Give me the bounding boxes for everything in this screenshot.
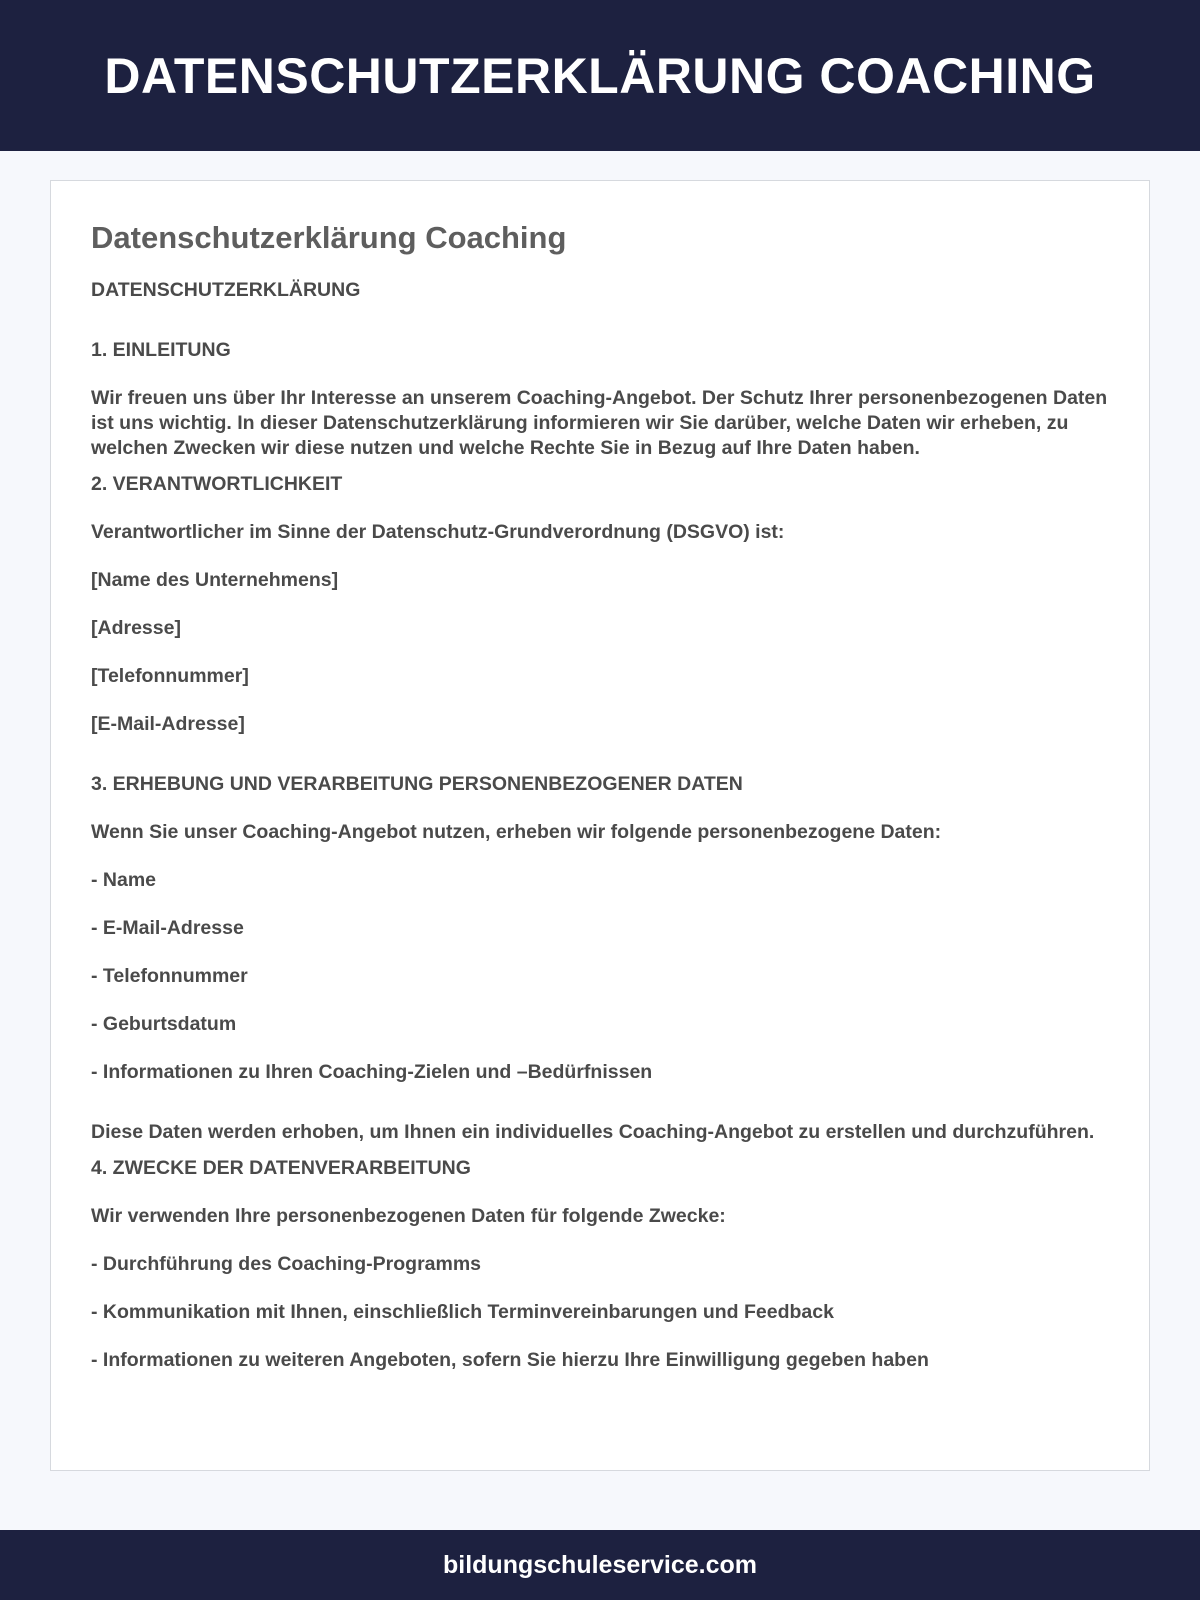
section-paragraph: Wenn Sie unser Coaching-Angebot nutzen, erheben wir folgende personenbezogene Daten: — [91, 821, 942, 844]
section-heading: 1. EINLEITUNG — [91, 339, 231, 362]
list-item: - Geburtsdatum — [91, 1013, 237, 1036]
contact-line: [Adresse] — [91, 617, 181, 640]
page-title: DATENSCHUTZERKLÄRUNG COACHING — [104, 47, 1096, 104]
section-heading: 3. ERHEBUNG UND VERARBEITUNG PERSONENBEZOGENER DATEN — [91, 773, 743, 796]
section-paragraph: Verantwortlicher im Sinne der Datenschutz-Grundverordnung (DSGVO) ist: — [91, 521, 785, 544]
list-item: - E-Mail-Adresse — [91, 917, 244, 940]
contact-line: [Telefonnummer] — [91, 665, 249, 688]
section-paragraph: Diese Daten werden erhoben, um Ihnen ein individuelles Coaching-Angebot zu erstellen und durchzuführen. — [91, 1121, 1095, 1144]
section-heading: 2. VERANTWORTLICHKEIT — [91, 473, 343, 496]
document-heading: DATENSCHUTZERKLÄRUNG — [91, 279, 361, 302]
list-item: - Durchführung des Coaching-Programms — [91, 1253, 482, 1276]
section-paragraph: Wir freuen uns über Ihr Interesse an unserem Coaching-Angebot. Der Schutz Ihrer personenbezogenen Daten ist uns wichtig. In dieser Datenschutzerklärung informieren wir Sie darüber, welche Daten wir erheben, zu welchen Zwecken wir diese nutzen und welche Rechte Sie in Bezug auf Ihre Daten haben. — [91, 387, 1108, 460]
footer-site: bildungschuleservice.com — [443, 1550, 757, 1579]
document-card — [50, 180, 1150, 1471]
page-footer — [0, 1530, 1200, 1600]
document-title: Datenschutzerklärung Coaching — [91, 220, 567, 255]
section-paragraph: Wir verwenden Ihre personenbezogenen Daten für folgende Zwecke: — [91, 1205, 726, 1228]
section-heading: 4. ZWECKE DER DATENVERARBEITUNG — [91, 1157, 471, 1180]
list-item: - Informationen zu weiteren Angeboten, sofern Sie hierzu Ihre Einwilligung gegeben haben — [91, 1349, 929, 1372]
page-header — [0, 0, 1200, 151]
list-item: - Informationen zu Ihren Coaching-Zielen und –Bedürfnissen — [91, 1061, 653, 1084]
contact-line: [Name des Unternehmens] — [91, 569, 339, 592]
contact-line: [E-Mail-Adresse] — [91, 713, 245, 736]
document-body — [91, 278, 1109, 1373]
list-item: - Kommunikation mit Ihnen, einschließlich Terminvereinbarungen und Feedback — [91, 1301, 834, 1324]
list-item: - Name — [91, 869, 157, 892]
list-item: - Telefonnummer — [91, 965, 248, 988]
